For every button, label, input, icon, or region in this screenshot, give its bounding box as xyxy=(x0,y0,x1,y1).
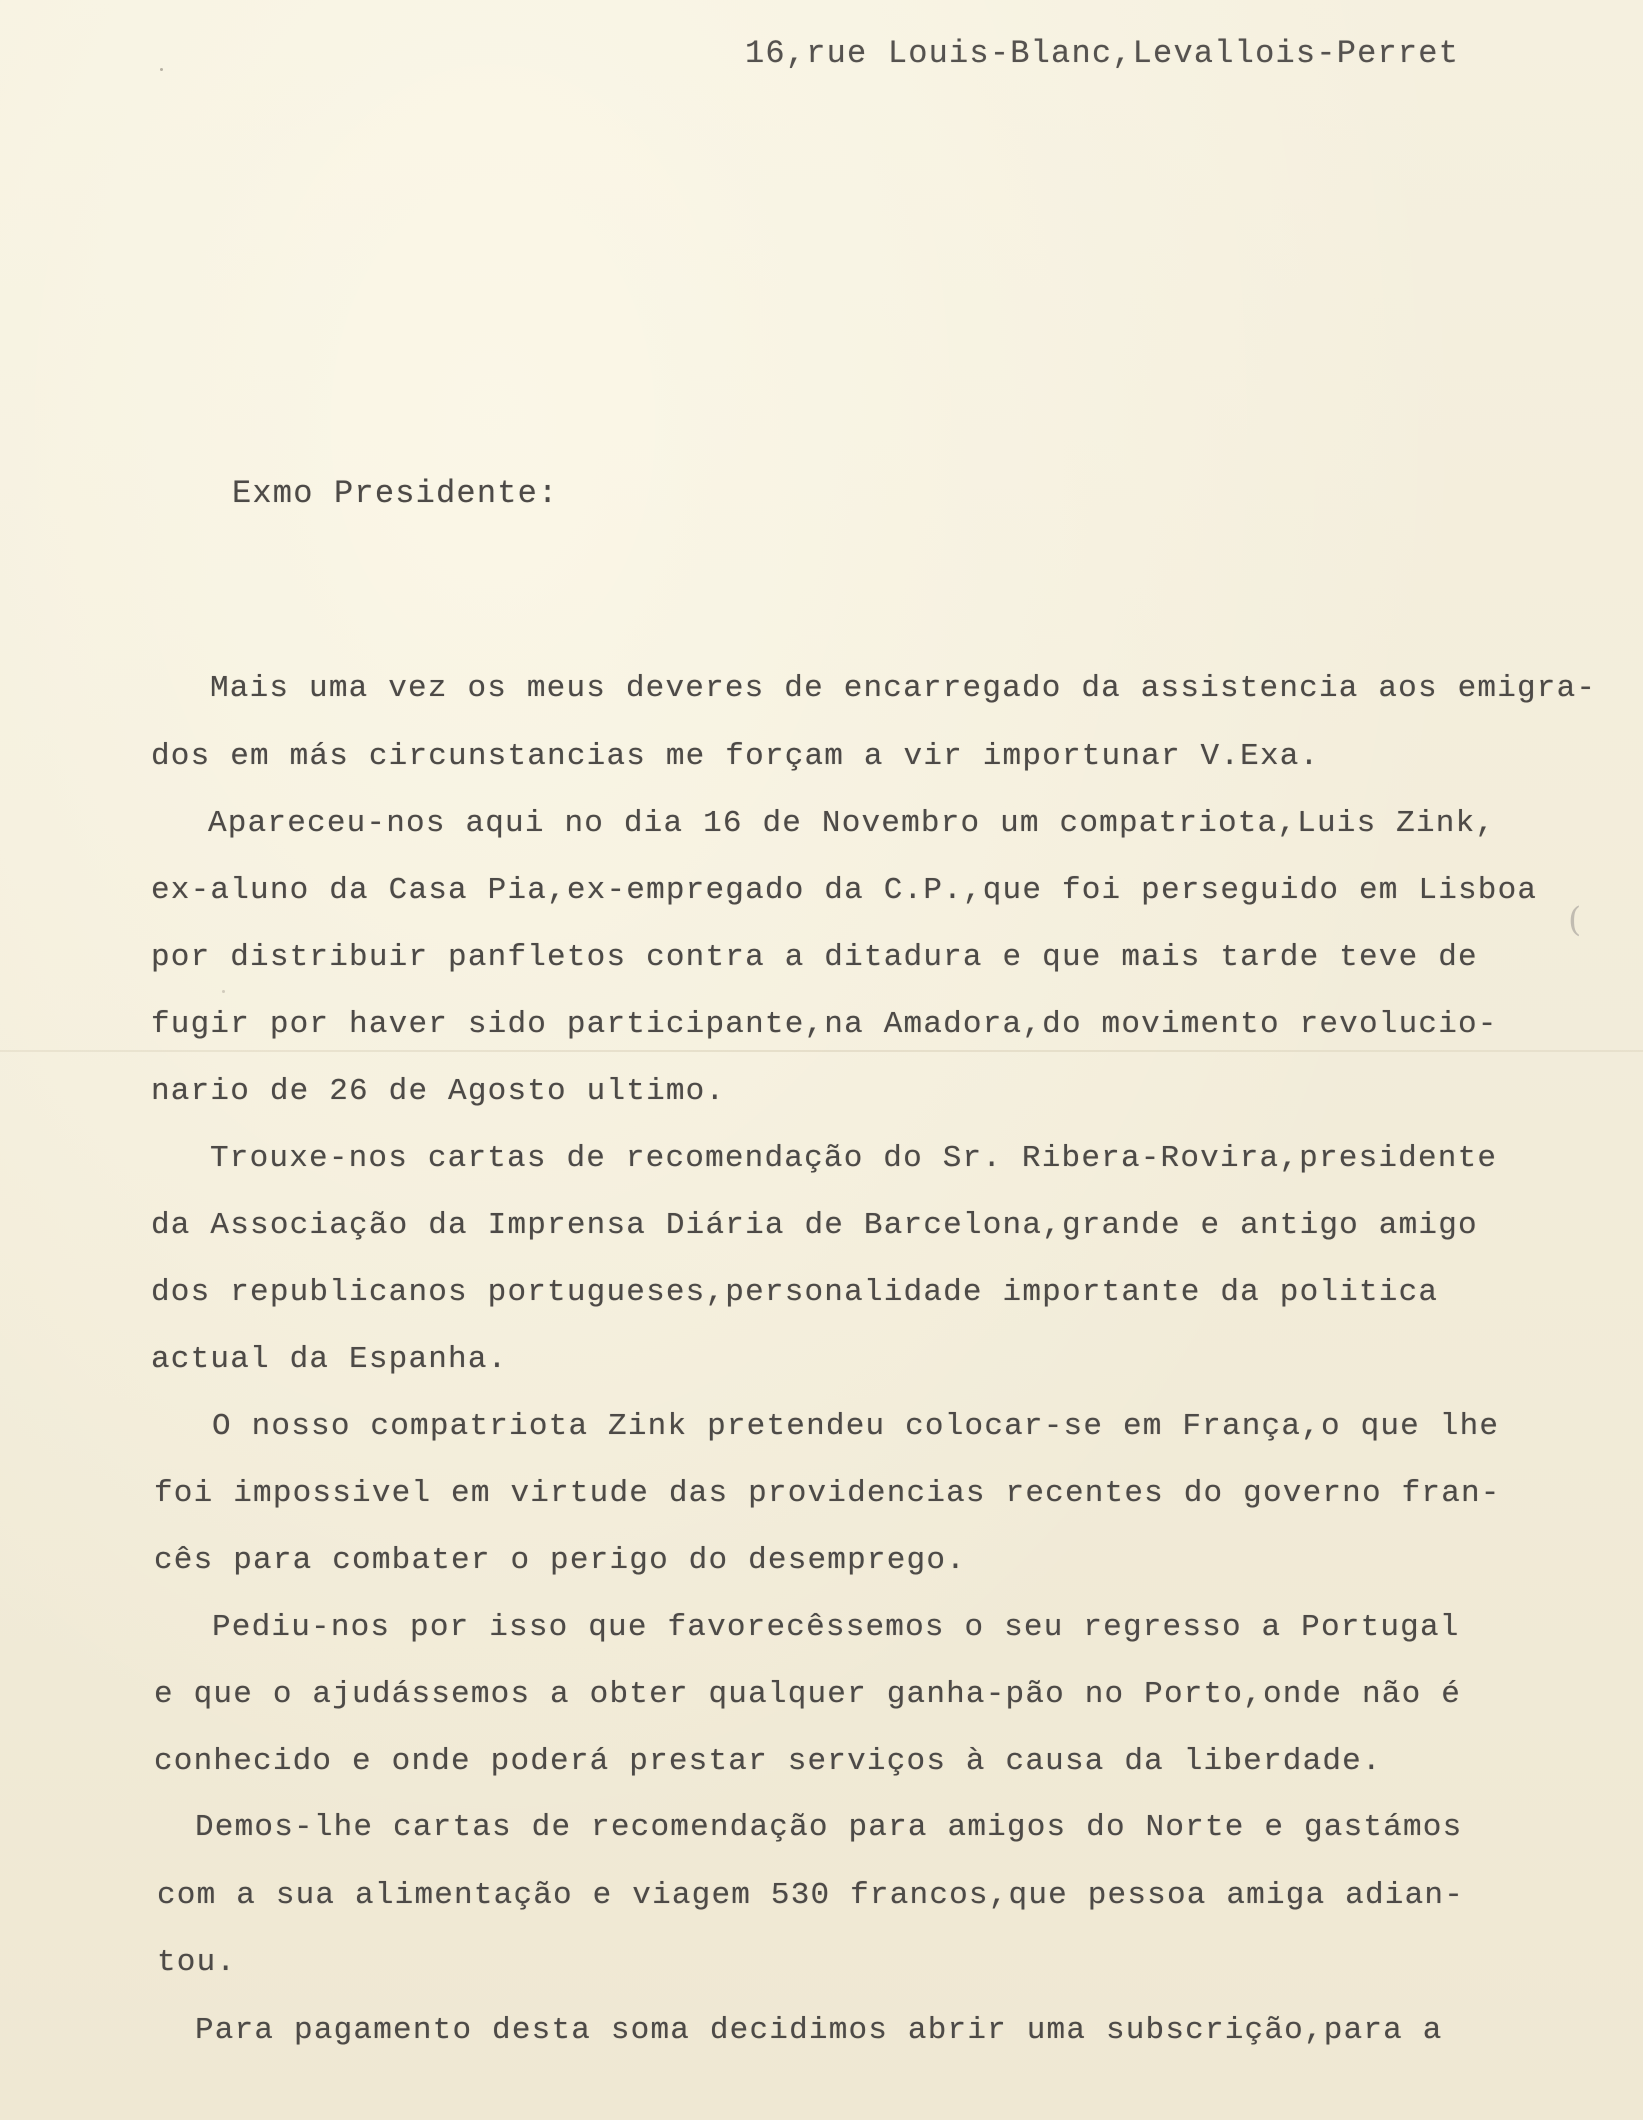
paper-speck xyxy=(222,990,225,993)
body-line: e que o ajudássemos a obter qualquer ganha-pão no Porto,onde não é xyxy=(154,1677,1461,1712)
body-line: Demos-lhe cartas de recomendação para amigos do Norte e gastámos xyxy=(195,1810,1463,1845)
body-line: cês para combater o perigo do desemprego. xyxy=(154,1543,966,1578)
body-line: tou. xyxy=(157,1945,237,1980)
body-line: nario de 26 de Agosto ultimo. xyxy=(151,1074,726,1109)
body-line: Pediu-nos por isso que favorecêssemos o seu regresso a Portugal xyxy=(212,1610,1460,1645)
body-line: fugir por haver sido participante,na Amadora,do movimento revolucio- xyxy=(151,1007,1498,1042)
body-line: dos em más circunstancias me forçam a vir importunar V.Exa. xyxy=(151,739,1320,774)
body-line: por distribuir panfletos contra a ditadura e que mais tarde teve de xyxy=(151,940,1478,975)
margin-pencil-mark: ( xyxy=(1568,900,1582,940)
body-line: ex-aluno da Casa Pia,ex-empregado da C.P.,que foi perseguido em Lisboa xyxy=(151,873,1538,908)
body-line: da Associação da Imprensa Diária de Barcelona,grande e antigo amigo xyxy=(151,1208,1478,1243)
body-line: Mais uma vez os meus deveres de encarregado da assistencia aos emigra- xyxy=(210,671,1597,706)
body-line: actual da Espanha. xyxy=(151,1342,508,1377)
body-line: O nosso compatriota Zink pretendeu colocar-se em França,o que lhe xyxy=(212,1409,1500,1444)
body-line: Trouxe-nos cartas de recomendação do Sr. Ribera-Rovira,presidente xyxy=(210,1141,1498,1176)
paper-speck xyxy=(160,68,163,71)
paper-fold xyxy=(0,1050,1643,1052)
body-line: foi impossivel em virtude das providencias recentes do governo fran- xyxy=(154,1476,1501,1511)
body-line: Para pagamento desta soma decidimos abrir uma subscrição,para a xyxy=(195,2013,1443,2048)
salutation: Exmo Presidente: xyxy=(232,475,559,512)
body-line: conhecido e onde poderá prestar serviços à causa da liberdade. xyxy=(154,1744,1382,1779)
body-line: Apareceu-nos aqui no dia 16 de Novembro um compatriota,Luis Zink, xyxy=(208,806,1496,841)
body-line: dos republicanos portugueses,personalidade importante da politica xyxy=(151,1275,1439,1310)
sender-address: 16,rue Louis-Blanc,Levallois-Perret xyxy=(745,35,1460,72)
body-line: com a sua alimentação e viagem 530 francos,que pessoa amiga adian- xyxy=(157,1878,1464,1913)
